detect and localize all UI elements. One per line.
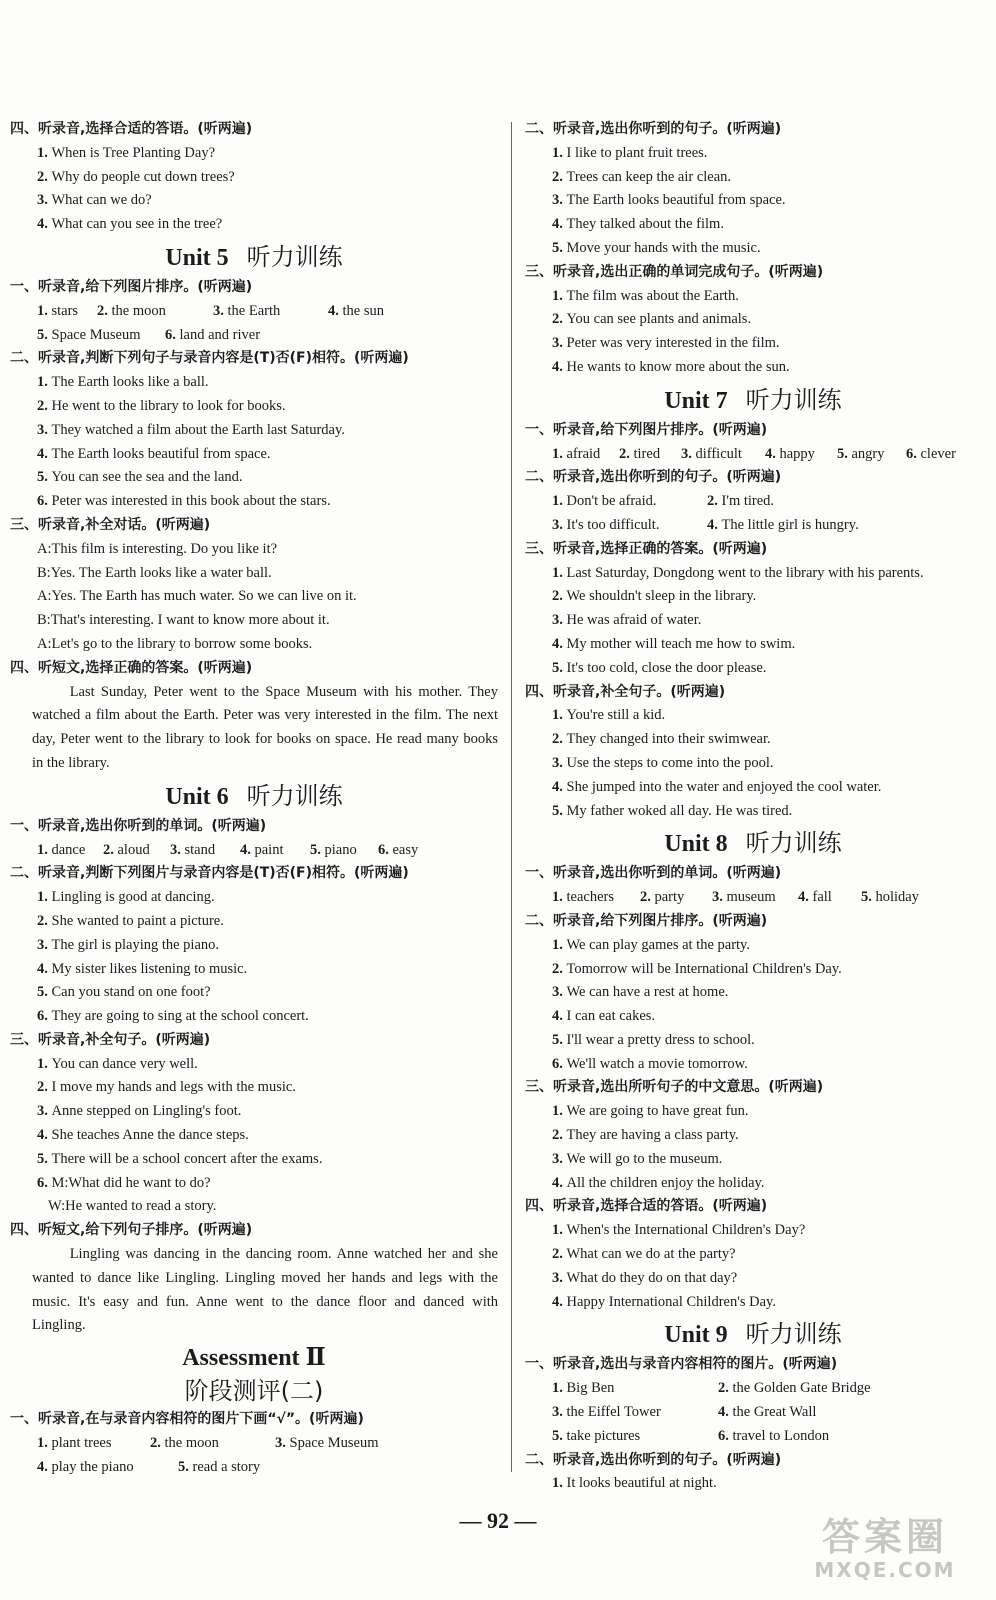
section-title: 三、听录音,选出正确的单词完成句子。(听两遍) — [525, 263, 824, 280]
section-title: 二、听录音,选出你听到的句子。(听两遍) — [525, 1451, 782, 1468]
unit-heading-8: Unit 8 听力训练 — [664, 829, 842, 858]
word-row: 1. teachers 2. party 3. museum 4. fall 5. holiday — [552, 889, 919, 906]
word-row: 1. dance 2. aloud 3. stand 4. paint 5. piano 6. easy — [37, 841, 419, 858]
list-item: 1. I like to plant fruit trees. — [552, 144, 708, 161]
list-item: 1. You can dance very well. — [37, 1055, 198, 1072]
unit-heading-6: Unit 6 听力训练 — [165, 781, 343, 810]
list-item: 5. My father woked all day. He was tired. — [552, 802, 793, 819]
list-item: 1. The Earth looks like a ball. — [37, 374, 209, 391]
list-item: 2. Trees can keep the air clean. — [552, 168, 732, 185]
assessment-subheading: 阶段测评(二) — [184, 1377, 324, 1406]
section-title: 一、听录音,在与录音内容相符的图片下画“√”。(听两遍) — [10, 1411, 364, 1428]
section-title: 三、听录音,补全对话。(听两遍) — [10, 516, 211, 533]
section-title: 四、听录音,选择合适的答语。(听两遍) — [525, 1198, 768, 1215]
dialog-line: A:Yes. The Earth has much water. So we can live on it. — [37, 588, 357, 605]
word-row: 5. take pictures 6. travel to London — [552, 1427, 830, 1444]
list-item: 3. The Earth looks beautiful from space. — [552, 192, 786, 209]
word-row: 5. Space Museum 6. land and river — [37, 326, 261, 343]
list-item: 1. The film was about the Earth. — [552, 287, 739, 304]
word-row: 4. play the piano 5. read a story — [37, 1458, 261, 1475]
section-title: 一、听录音,选出与录音内容相符的图片。(听两遍) — [525, 1356, 838, 1373]
section-title: 四、听短文,选择正确的答案。(听两遍) — [10, 659, 253, 676]
list-item: 2. He went to the library to look for books. — [37, 397, 286, 414]
list-item: 4. They talked about the film. — [552, 216, 724, 233]
list-item: 2. We shouldn't sleep in the library. — [552, 588, 757, 605]
list-item: 2. You can see plants and animals. — [552, 311, 752, 328]
list-item: 5. There will be a school concert after the exams. — [37, 1150, 323, 1167]
list-item: 1. It looks beautiful at night. — [552, 1475, 717, 1492]
right-column — [525, 118, 981, 1496]
list-item: 3. We can have a rest at home. — [552, 984, 729, 1001]
dialog-line: A:Let's go to the library to borrow some books. — [37, 635, 313, 652]
dialog-line: B:That's interesting. I want to know more about it. — [37, 612, 330, 629]
left-column — [10, 118, 498, 1480]
unit-heading-9: Unit 9 听力训练 — [664, 1320, 842, 1349]
list-item: 1. When is Tree Planting Day? — [37, 144, 216, 161]
list-item: 2. She wanted to paint a picture. — [37, 912, 224, 929]
section-title: 四、听录音,补全句子。(听两遍) — [525, 683, 726, 700]
list-item: 3. Use the steps to come into the pool. — [552, 754, 774, 771]
section-title: 三、听录音,补全句子。(听两遍) — [10, 1031, 211, 1048]
dialog-line: A:This film is interesting. Do you like it? — [37, 540, 278, 557]
list-item: 5. I'll wear a pretty dress to school. — [552, 1031, 755, 1048]
list-item: 5. You can see the sea and the land. — [37, 469, 243, 486]
passage: Last Sunday, Peter went to the Space Museum with his mother. They watched a film about the Earth. Peter was very interested in the film. The next day, Peter went to the library to look for books on space. He read many books in the library. — [32, 683, 498, 771]
list-item: 4. She jumped into the water and enjoyed the cool water. — [552, 778, 882, 795]
word-row: 1. Don't be afraid. 2. I'm tired. — [552, 493, 775, 510]
list-item: 2. They changed into their swimwear. — [552, 731, 771, 748]
unit-heading-7: Unit 7 听力训练 — [664, 385, 842, 414]
list-item: 4. My mother will teach me how to swim. — [552, 635, 796, 652]
list-item: 4. My sister likes listening to music. — [37, 960, 248, 977]
page-number: — 92 — — [459, 1508, 537, 1533]
list-item: 3. What can we do? — [37, 192, 152, 209]
section-title: 三、听录音,选出所听句子的中文意思。(听两遍) — [525, 1079, 824, 1096]
section-title: 二、听录音,判断下列图片与录音内容是(T)否(F)相符。(听两遍) — [10, 865, 409, 882]
list-item: 1. We are going to have great fun. — [552, 1103, 749, 1120]
list-item: 1. When's the International Children's Day? — [552, 1222, 806, 1239]
list-item: 4. All the children enjoy the holiday. — [552, 1174, 765, 1191]
list-item: 6. M:What did he want to do? — [37, 1174, 211, 1191]
section-title: 一、听录音,选出你听到的单词。(听两遍) — [10, 817, 267, 834]
assessment-heading: Assessment Ⅱ — [182, 1345, 326, 1372]
word-row: 1. afraid 2. tired 3. difficult 4. happy 5. angry 6. clever — [552, 445, 956, 462]
list-item: 1. Lingling is good at dancing. — [37, 889, 215, 906]
section-title: 二、听录音,选出你听到的句子。(听两遍) — [525, 469, 782, 486]
unit-heading-5: Unit 5 听力训练 — [165, 242, 343, 271]
section-title: 一、听录音,给下列图片排序。(听两遍) — [10, 278, 253, 295]
word-row: 1. plant trees 2. the moon 3. Space Museum — [37, 1435, 379, 1452]
list-item: 1. Last Saturday, Dongdong went to the library with his parents. — [552, 564, 924, 581]
list-item: 1. We can play games at the party. — [552, 936, 750, 953]
list-item: 1. You're still a kid. — [552, 707, 666, 724]
list-item: 6. They are going to sing at the school concert. — [37, 1008, 309, 1025]
list-item: 6. Peter was interested in this book about the stars. — [37, 493, 331, 510]
list-item: 3. We will go to the museum. — [552, 1150, 723, 1167]
list-item: 3. What do they do on that day? — [552, 1269, 738, 1286]
list-item: 4. He wants to know more about the sun. — [552, 358, 790, 375]
section-title: 二、听录音,选出你听到的句子。(听两遍) — [525, 121, 782, 137]
list-item: 2. What can we do at the party? — [552, 1246, 736, 1263]
list-item: 6. We'll watch a movie tomorrow. — [552, 1055, 748, 1072]
list-item: 3. Anne stepped on Lingling's foot. — [37, 1103, 242, 1120]
column-divider — [511, 122, 512, 1472]
section-title: 二、听录音,给下列图片排序。(听两遍) — [525, 912, 768, 929]
list-item: 5. Move your hands with the music. — [552, 239, 761, 256]
list-item: 2. Tomorrow will be International Children's Day. — [552, 960, 842, 977]
dialog-line: W:He wanted to read a story. — [48, 1198, 217, 1215]
word-row: 3. the Eiffel Tower 4. the Great Wall — [552, 1404, 817, 1421]
section-title: 一、听录音,选出你听到的单词。(听两遍) — [525, 865, 782, 882]
list-item: 4. She teaches Anne the dance steps. — [37, 1127, 249, 1144]
list-item: 4. What can you see in the tree? — [37, 216, 223, 233]
word-row: 1. stars 2. the moon 3. the Earth 4. the sun — [37, 302, 384, 319]
word-row: 1. Big Ben 2. the Golden Gate Bridge — [552, 1380, 871, 1397]
word-row: 3. It's too difficult. 4. The little girl is hungry. — [552, 516, 859, 533]
passage: Lingling was dancing in the dancing room. Anne watched her and she wanted to dance like Lingling. Lingling moved her hands and legs with the music. It's easy and fun. Anne went to the dance floor and danced with Lingling. — [32, 1246, 498, 1334]
list-item: 2. Why do people cut down trees? — [37, 168, 235, 185]
section-title: 四、听短文,给下列句子排序。(听两遍) — [10, 1222, 253, 1239]
dialog-line: B:Yes. The Earth looks like a water ball. — [37, 564, 272, 581]
list-item: 2. They are having a class party. — [552, 1127, 739, 1144]
list-item: 2. I move my hands and legs with the music. — [37, 1079, 296, 1096]
list-item: 3. The girl is playing the piano. — [37, 936, 220, 953]
watermark-logo: 答案圈 MXQE.COM — [814, 1515, 956, 1582]
list-item: 3. He was afraid of water. — [552, 612, 702, 629]
list-item: 4. The Earth looks beautiful from space. — [37, 445, 271, 462]
list-item: 3. Peter was very interested in the film. — [552, 335, 780, 352]
list-item: 5. Can you stand on one foot? — [37, 984, 211, 1001]
list-item: 3. They watched a film about the Earth last Saturday. — [37, 421, 345, 438]
section-title: 一、听录音,给下列图片排序。(听两遍) — [525, 421, 768, 438]
section-title: 四、听录音,选择合适的答语。(听两遍) — [10, 121, 253, 137]
list-item: 4. Happy International Children's Day. — [552, 1293, 776, 1310]
section-title: 三、听录音,选择正确的答案。(听两遍) — [525, 540, 768, 557]
list-item: 5. It's too cold, close the door please. — [552, 659, 767, 676]
list-item: 4. I can eat cakes. — [552, 1008, 656, 1025]
section-title: 二、听录音,判断下列句子与录音内容是(T)否(F)相符。(听两遍) — [10, 350, 409, 367]
